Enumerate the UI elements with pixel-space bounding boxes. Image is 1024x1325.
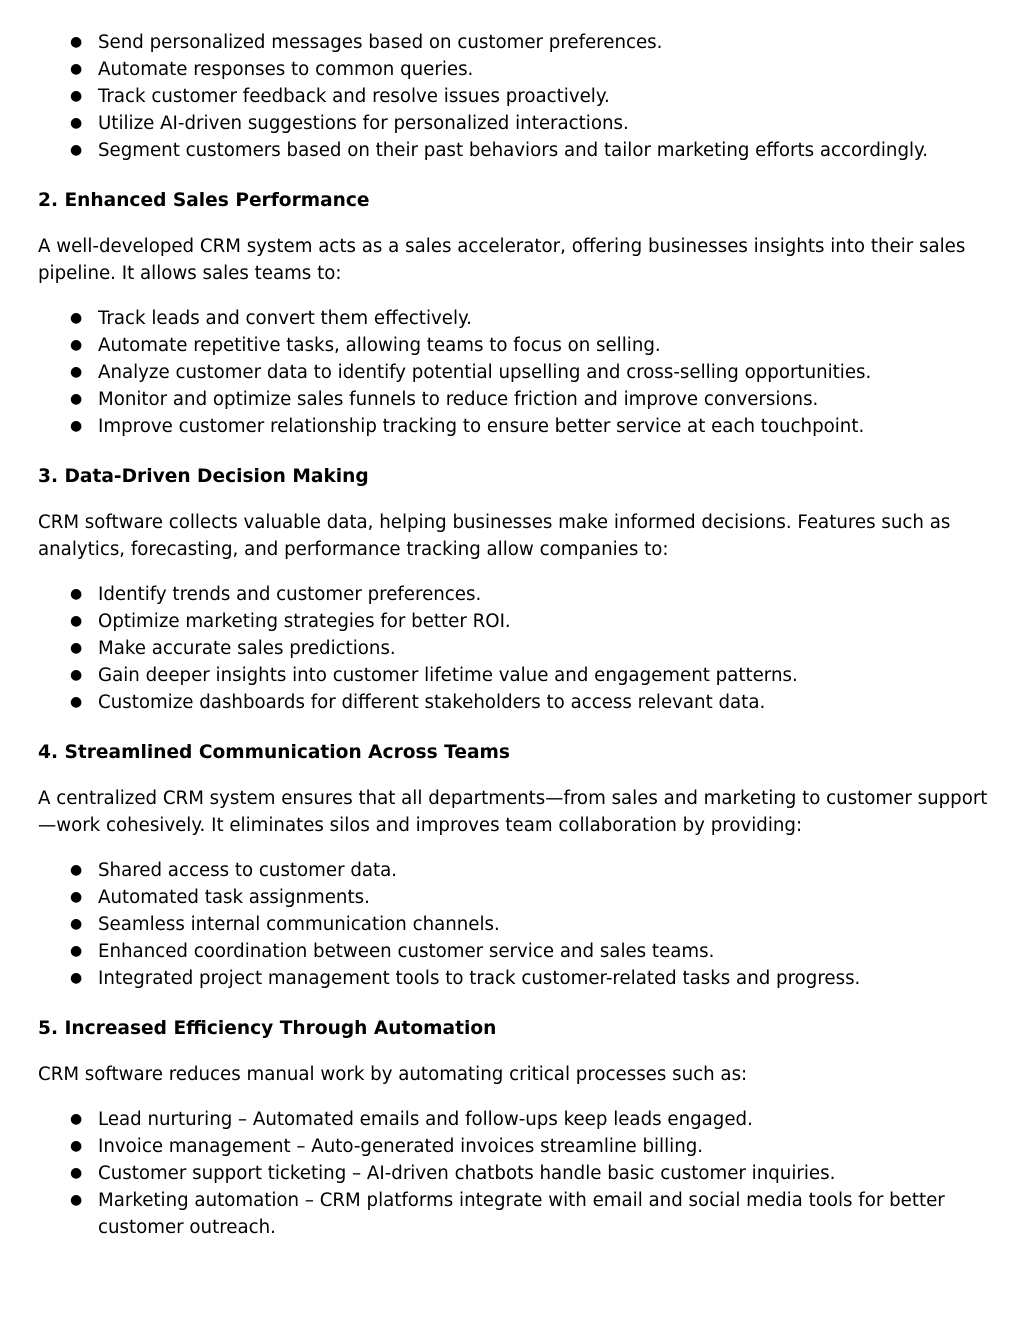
list-item <box>38 938 988 965</box>
list-item-text: Customize dashboards for different stakeholders to access relevant data. <box>98 692 766 713</box>
list-item <box>38 857 988 884</box>
section-heading-sales-performance: 2. Enhanced Sales Performance <box>38 190 370 211</box>
bullet-icon: ● <box>70 586 83 602</box>
list-item <box>38 56 988 83</box>
list-item <box>38 359 988 386</box>
list-item-text: Track customer feedback and resolve issues proactively. <box>98 86 610 107</box>
list-item <box>38 386 988 413</box>
bullet-icon: ● <box>70 391 83 407</box>
list-item-text: Improve customer relationship tracking to ensure better service at each touchpoint. <box>98 416 865 437</box>
list-item-text: Optimize marketing strategies for better ROI. <box>98 611 511 632</box>
bullet-icon: ● <box>70 613 83 629</box>
list-item <box>38 689 988 716</box>
list-item-text: Invoice management – Auto-generated invoices streamline billing. <box>98 1136 704 1157</box>
bullet-icon: ● <box>70 970 83 986</box>
list-item <box>38 413 988 440</box>
list-item-text: Track leads and convert them effectively. <box>98 308 472 329</box>
bullet-icon: ● <box>70 889 83 905</box>
section-heading-data-driven: 3. Data-Driven Decision Making <box>38 466 369 487</box>
list-item <box>38 884 988 911</box>
bullet-icon: ● <box>70 364 83 380</box>
list-item-text: Analyze customer data to identify potential upselling and cross-selling opportunities. <box>98 362 872 383</box>
list-item-text: Integrated project management tools to track customer-related tasks and progress. <box>98 968 861 989</box>
bullet-icon: ● <box>70 943 83 959</box>
automation-bullet-list <box>38 1106 988 1241</box>
list-item-text: Monitor and optimize sales funnels to reduce friction and improve conversions. <box>98 389 819 410</box>
list-item <box>38 1160 988 1187</box>
list-item-text: Identify trends and customer preferences. <box>98 584 482 605</box>
list-item-text: Marketing automation – CRM platforms integrate with email and social media tools for better customer outreach. <box>98 1190 945 1238</box>
list-item-text: Automate repetitive tasks, allowing teams to focus on selling. <box>98 335 661 356</box>
list-item-text: Automated task assignments. <box>98 887 370 908</box>
bullet-icon: ● <box>70 862 83 878</box>
section-heading-communication: 4. Streamlined Communication Across Teams <box>38 742 510 763</box>
section-heading-automation: 5. Increased Efficiency Through Automation <box>38 1018 497 1039</box>
bullet-icon: ● <box>70 1192 83 1208</box>
bullet-icon: ● <box>70 61 83 77</box>
bullet-icon: ● <box>70 694 83 710</box>
list-item <box>38 965 988 992</box>
list-item <box>38 911 988 938</box>
list-item <box>38 581 988 608</box>
data-driven-bullet-list <box>38 581 988 716</box>
list-item <box>38 110 988 137</box>
communication-bullet-list <box>38 857 988 992</box>
list-item <box>38 83 988 110</box>
bullet-icon: ● <box>70 337 83 353</box>
list-item-text: Lead nurturing – Automated emails and follow-ups keep leads engaged. <box>98 1109 753 1130</box>
list-item-text: Segment customers based on their past behaviors and tailor marketing efforts accordingly. <box>98 140 928 161</box>
bullet-icon: ● <box>70 1138 83 1154</box>
section-paragraph-automation: CRM software reduces manual work by automating critical processes such as: <box>38 1064 748 1085</box>
bullet-icon: ● <box>70 667 83 683</box>
document-page <box>38 29 988 1241</box>
list-item-text: Make accurate sales predictions. <box>98 638 396 659</box>
list-item-text: Automate responses to common queries. <box>98 59 474 80</box>
bullet-icon: ● <box>70 142 83 158</box>
list-item <box>38 305 988 332</box>
bullet-icon: ● <box>70 115 83 131</box>
section-paragraph-data-driven: CRM software collects valuable data, helping businesses make informed decisions. Features such as analytics, forecasting, and performance tracking allow companies to: <box>38 512 951 560</box>
intro-bullet-list <box>38 29 988 164</box>
list-item-text: Seamless internal communication channels. <box>98 914 500 935</box>
bullet-icon: ● <box>70 916 83 932</box>
list-item-text: Gain deeper insights into customer lifetime value and engagement patterns. <box>98 665 798 686</box>
list-item <box>38 608 988 635</box>
bullet-icon: ● <box>70 310 83 326</box>
list-item-text: Shared access to customer data. <box>98 860 398 881</box>
list-item <box>38 662 988 689</box>
section-paragraph-communication: A centralized CRM system ensures that all departments—from sales and marketing to customer support—work cohesively. It eliminates silos and improves team collaboration by providing: <box>38 788 988 836</box>
bullet-icon: ● <box>70 88 83 104</box>
list-item <box>38 29 988 56</box>
list-item <box>38 332 988 359</box>
bullet-icon: ● <box>70 1111 83 1127</box>
bullet-icon: ● <box>70 418 83 434</box>
bullet-icon: ● <box>70 1165 83 1181</box>
list-item <box>38 137 988 164</box>
list-item <box>38 635 988 662</box>
list-item-text: Send personalized messages based on customer preferences. <box>98 32 663 53</box>
list-item <box>38 1187 988 1241</box>
list-item-text: Customer support ticketing – AI-driven chatbots handle basic customer inquiries. <box>98 1163 836 1184</box>
list-item-text: Enhanced coordination between customer service and sales teams. <box>98 941 715 962</box>
bullet-icon: ● <box>70 640 83 656</box>
list-item <box>38 1133 988 1160</box>
bullet-icon: ● <box>70 34 83 50</box>
list-item-text: Utilize AI-driven suggestions for personalized interactions. <box>98 113 629 134</box>
list-item <box>38 1106 988 1133</box>
section-paragraph-sales-performance: A well-developed CRM system acts as a sales accelerator, offering businesses insights into their sales pipeline. It allows sales teams to: <box>38 236 966 284</box>
sales-performance-bullet-list <box>38 305 988 440</box>
